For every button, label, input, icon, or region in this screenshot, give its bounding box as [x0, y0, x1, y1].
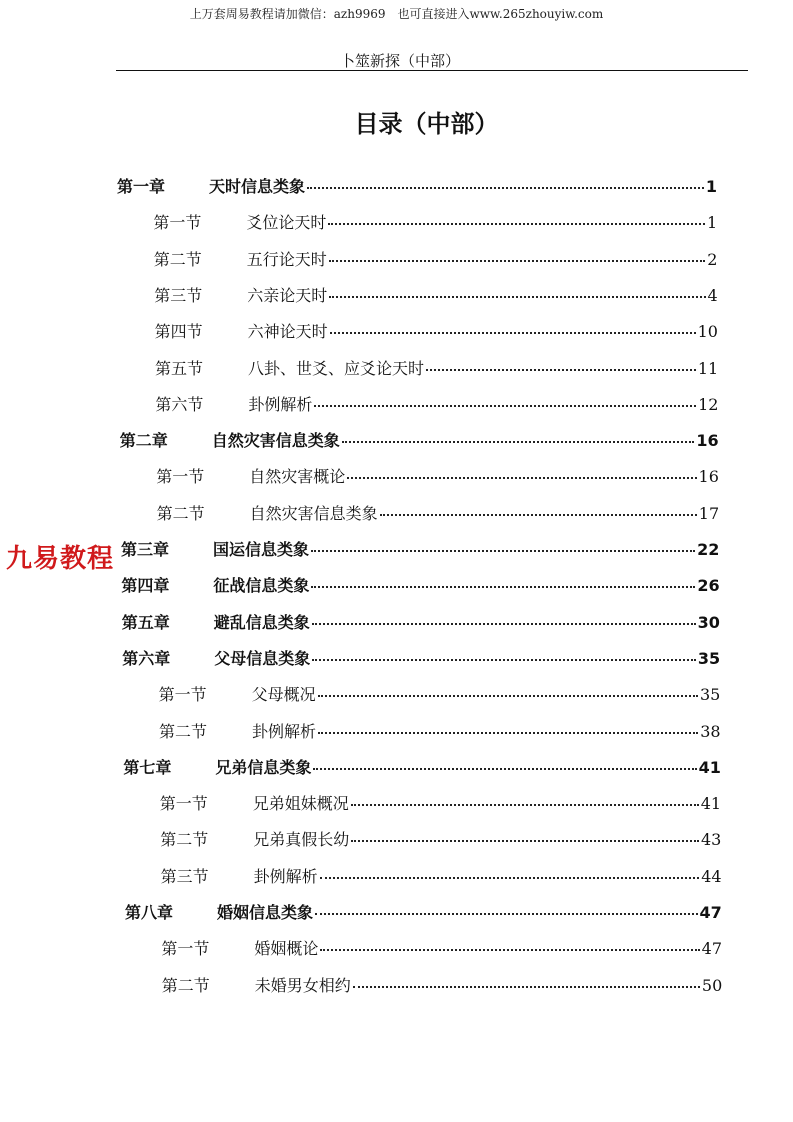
toc-page-number: 1: [707, 213, 718, 233]
toc-title-text: 六亲论天时: [247, 285, 328, 305]
dot-leader: [347, 477, 696, 479]
toc-label: 第一节: [159, 794, 208, 814]
toc-page-number: 16: [698, 467, 719, 487]
toc-section-row[interactable]: [157, 501, 720, 523]
toc-label: 第一章: [117, 177, 166, 196]
dot-leader: [330, 332, 696, 334]
toc-chapter-row[interactable]: [117, 174, 717, 196]
toc-section-row[interactable]: [161, 936, 722, 958]
toc-section-row[interactable]: [159, 719, 721, 741]
toc-page-number: 17: [698, 503, 720, 523]
toc-label: 第二节: [153, 249, 202, 269]
toc-page-number: 11: [697, 358, 719, 378]
dot-leader: [315, 913, 698, 915]
dot-leader: [307, 187, 704, 189]
toc-page-number: 35: [697, 648, 721, 668]
toc-section-row[interactable]: [154, 247, 718, 269]
toc-title-text: 避乱信息类象: [213, 612, 310, 632]
toc-section-row[interactable]: [155, 392, 718, 414]
toc-section-row[interactable]: [154, 283, 718, 305]
toc-title-text: 未婚男女相约: [254, 975, 351, 995]
toc-label: 第一节: [158, 685, 207, 705]
toc-label: 第七章: [123, 757, 172, 777]
toc-title-text: 父母信息类象: [214, 648, 311, 668]
toc-label: 第一节: [156, 467, 205, 487]
dot-leader: [328, 223, 705, 225]
toc-title-text: 天时信息类象: [209, 177, 306, 196]
toc-page-number: 22: [697, 540, 720, 559]
toc-title-text: 兄弟姐妹概况: [252, 794, 349, 814]
toc-label: 第五节: [155, 358, 204, 378]
toc-section-row[interactable]: [159, 682, 721, 704]
toc-section-row[interactable]: [155, 319, 718, 341]
toc-section-row[interactable]: [153, 210, 717, 232]
toc-title-text: 自然灾害信息类象: [211, 431, 340, 451]
toc-label: 第二节: [160, 830, 209, 850]
dot-leader: [329, 260, 705, 262]
toc-title-text: 婚姻概论: [254, 939, 319, 959]
toc-page-number: 26: [697, 576, 720, 596]
toc-title-text: 六神论天时: [247, 322, 328, 342]
toc-section-row[interactable]: [160, 827, 721, 849]
toc-label: 第一节: [161, 939, 210, 959]
toc-label: 第四节: [154, 322, 203, 342]
toc-chapter-row[interactable]: [120, 428, 719, 450]
toc-label: 第二节: [161, 975, 210, 995]
running-header: 卜筮新探（中部）: [339, 52, 461, 70]
toc-title-text: 婚姻信息类象: [217, 903, 314, 922]
toc-title-text: 兄弟信息类象: [215, 757, 312, 777]
toc-page-number: 44: [701, 866, 722, 886]
toc-label: 第二节: [159, 721, 208, 741]
toc-title-text: 兄弟真假长幼: [253, 830, 350, 850]
toc-label: 第六节: [155, 394, 204, 414]
dot-leader: [351, 840, 699, 842]
toc-title-text: 征战信息类象: [213, 576, 310, 596]
toc-chapter-row[interactable]: [122, 646, 720, 668]
dot-leader: [312, 659, 696, 661]
toc-page-number: 10: [697, 322, 718, 342]
toc-chapter-row[interactable]: [122, 610, 720, 632]
toc-title-text: 爻位论天时: [246, 213, 327, 233]
toc-page-number: 16: [696, 431, 719, 451]
toc-title-text: 卦例解析: [252, 721, 317, 741]
toc-chapter-row[interactable]: [121, 573, 719, 595]
dot-leader: [311, 586, 695, 588]
toc-section-row[interactable]: [156, 464, 719, 486]
toc-label: 第三节: [154, 285, 203, 305]
dot-leader: [351, 804, 699, 806]
dot-leader: [329, 296, 705, 298]
toc-page-number: 2: [707, 249, 718, 269]
toc-page-number: 35: [699, 685, 721, 705]
dot-leader: [353, 986, 700, 988]
toc-title: 目录（中部）: [354, 110, 499, 138]
toc-title-text: 卦例解析: [253, 866, 318, 886]
dot-leader: [320, 877, 700, 879]
toc-section-row[interactable]: [162, 973, 722, 995]
toc-title-text: 自然灾害概论: [249, 467, 346, 487]
dot-leader: [320, 949, 699, 951]
toc-label: 第三章: [121, 540, 170, 559]
toc-label: 第一节: [153, 213, 202, 233]
toc-label: 第二章: [119, 431, 168, 451]
toc-page-number: 47: [701, 939, 723, 959]
dot-leader: [312, 623, 696, 625]
toc-page-number: 41: [698, 757, 721, 777]
toc-page-number: 47: [699, 903, 722, 922]
dot-leader: [426, 369, 696, 371]
toc-label: 第八章: [125, 903, 174, 922]
toc-title-text: 卦例解析: [248, 394, 313, 414]
toc-label: 第五章: [121, 612, 170, 632]
toc-section-row[interactable]: [155, 356, 718, 378]
toc-section-row[interactable]: [160, 791, 721, 813]
toc-page-number: 50: [701, 975, 723, 995]
toc-label: 第三节: [160, 866, 209, 886]
dot-leader: [342, 441, 695, 443]
dot-leader: [318, 732, 698, 734]
dot-leader: [314, 405, 696, 407]
toc-page-number: 41: [700, 794, 722, 814]
toc-title-text: 自然灾害信息类象: [249, 503, 378, 523]
toc-section-row[interactable]: [161, 864, 722, 886]
toc-label: 第二节: [156, 503, 205, 523]
toc-chapter-row[interactable]: [121, 537, 719, 559]
toc-page-number: 12: [698, 394, 719, 414]
toc-title-text: 五行论天时: [246, 249, 327, 269]
toc-page-number: 30: [697, 612, 720, 632]
toc-page-number: 43: [700, 830, 722, 850]
toc-page-number: 1: [705, 177, 717, 196]
dot-leader: [313, 768, 696, 770]
toc-title-text: 父母概况: [251, 685, 316, 705]
toc-label: 第六章: [122, 648, 171, 668]
toc-label: 第四章: [121, 576, 170, 596]
dot-leader: [318, 695, 698, 697]
toc-page-number: 4: [707, 285, 718, 305]
dot-leader: [311, 550, 695, 552]
toc-title-text: 八卦、世爻、应爻论天时: [248, 358, 425, 378]
toc-chapter-row[interactable]: [123, 755, 720, 777]
dot-leader: [380, 514, 697, 516]
toc-page-number: 38: [700, 721, 721, 741]
top-notice: 上万套周易教程请加微信：azh9969 也可直接进入www.265zhouyiw.com: [189, 7, 604, 21]
watermark: 九易教程: [6, 544, 115, 574]
toc-chapter-row[interactable]: [125, 900, 722, 922]
toc-title-text: 国运信息类象: [213, 540, 310, 559]
